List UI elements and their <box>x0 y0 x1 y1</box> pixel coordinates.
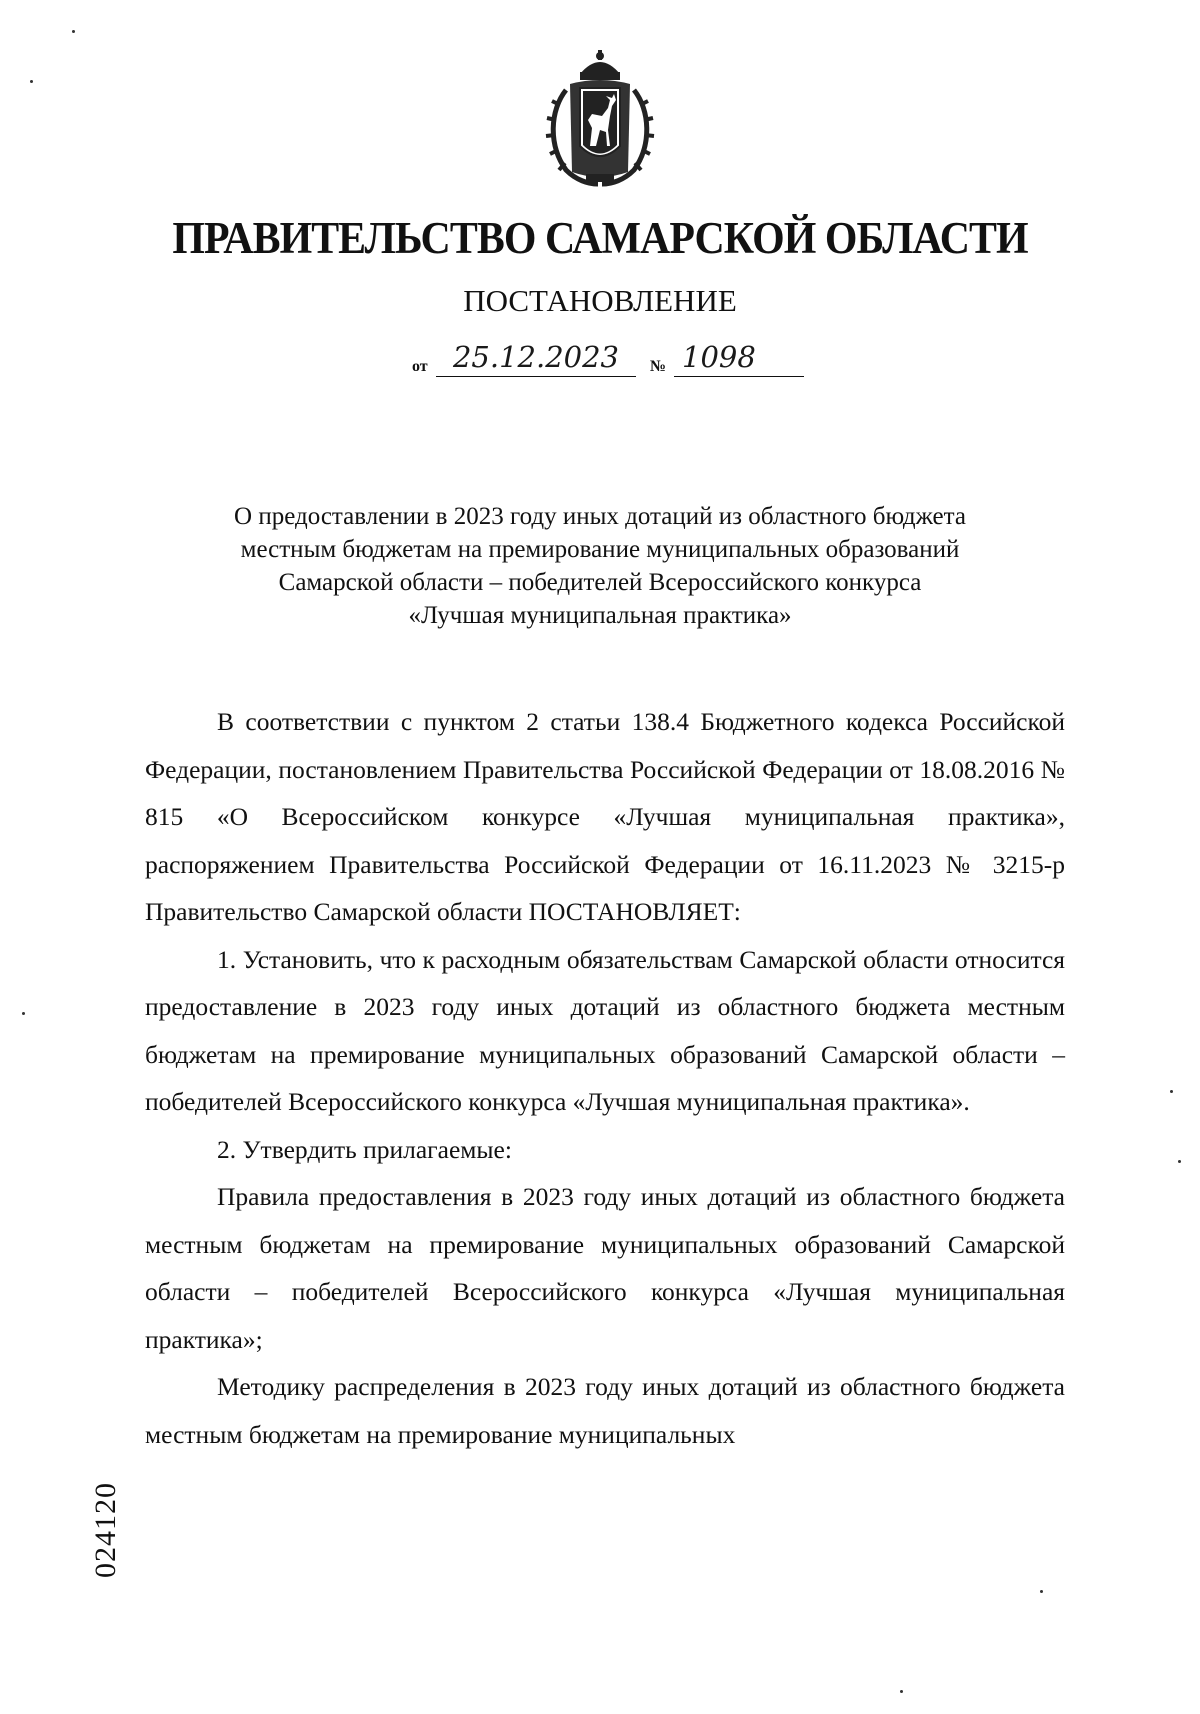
scan-speck <box>30 80 33 83</box>
government-title: ПРАВИТЕЛЬСТВО САМАРСКОЙ ОБЛАСТИ <box>172 213 1028 263</box>
subject-line: местным бюджетам на премирование муниципальных образований <box>240 536 960 563</box>
scan-speck <box>22 1012 25 1015</box>
scan-speck <box>1040 1590 1043 1593</box>
rules-paragraph: Правила предоставления в 2023 году иных дотаций из областного бюджета местным бюджетам на премирование муниципальных образований Самарской области – победителей Всероссийского конкурса «Лучшая муниципальная практика»; <box>145 1182 1065 1354</box>
subject-line: О предоставлении в 2023 году иных дотаций из областного бюджета <box>234 503 966 530</box>
document-type: ПОСТАНОВЛЕНИЕ <box>463 283 737 318</box>
preamble-paragraph: В соответствии с пунктом 2 статьи 138.4 Бюджетного кодекса Российской Федерации, постановлением Правительства Российской Федерации от 18.08.2016 № 815 «О Всероссийском конкурсе «Лучшая муниципальная практика», распоряжением Правительства Российской Федерации от 16.11.2023 № 3215-р Правительство Самарской области ПОСТАНОВЛЯЕТ: <box>145 707 1065 926</box>
scan-speck <box>72 30 75 33</box>
samara-coat-of-arms-icon <box>536 50 664 190</box>
document-number: 1098 <box>682 340 756 374</box>
document-date: 25.12.2023 <box>452 340 620 374</box>
item-1-paragraph: 1. Установить, что к расходным обязательствам Самарской области относится предоставление в 2023 году иных дотаций из областного бюджета местным бюджетам на премирование муниципальных образований Самарской области – победителей Всероссийского конкурса «Лучшая муниципальная практика». <box>145 944 1065 1116</box>
subject-line: «Лучшая муниципальная практика» <box>408 602 792 629</box>
scan-speck <box>1178 1160 1181 1163</box>
number-underline <box>674 376 804 377</box>
number-label: № <box>650 358 667 375</box>
margin-serial-number <box>86 1470 126 1590</box>
methodology-paragraph: Методику распределения в 2023 году иных дотаций из областного бюджета местным бюджетам на премирование муниципальных <box>145 1372 1065 1449</box>
date-label: от <box>412 358 428 375</box>
serial-number-text: 024120 <box>89 1482 122 1578</box>
scan-speck <box>900 1690 903 1693</box>
document-subject <box>160 500 1040 632</box>
date-underline <box>436 376 636 377</box>
document-body <box>145 698 1065 1458</box>
subject-line: Самарской области – победителей Всероссийского конкурса <box>278 569 922 596</box>
date-number-line <box>404 340 804 380</box>
scan-speck <box>1170 1090 1173 1093</box>
item-2-paragraph: 2. Утвердить прилагаемые: <box>217 1134 512 1164</box>
